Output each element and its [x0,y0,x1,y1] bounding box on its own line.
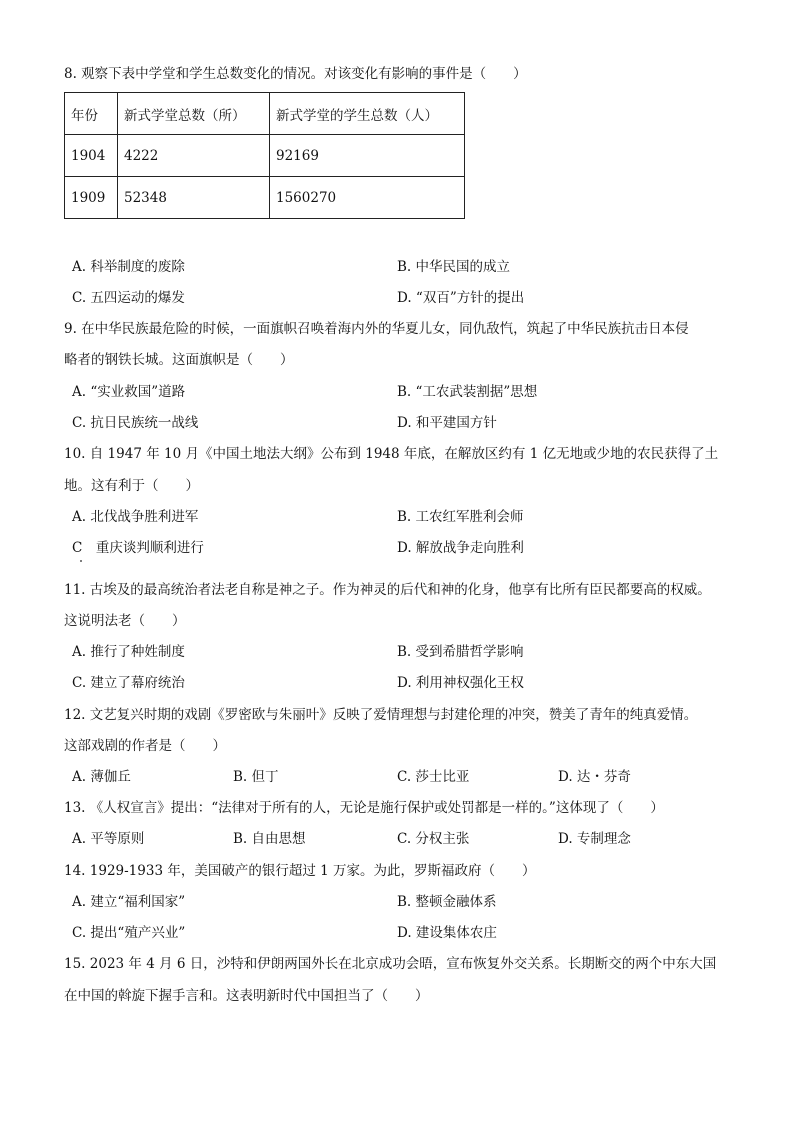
q9-option-c: C. 抗日民族统一战线 [72,415,199,431]
q11-option-b: B. 受到希腊哲学影响 [397,644,524,660]
q10-option-a: A. 北伐战争胜利进军 [72,509,199,525]
table-cell: 4222 [118,135,270,177]
q8-option-d: D. “双百”方针的提出 [397,290,525,306]
q13-stem: 13. 《人权宣言》提出：“法律对于所有的人，无论是施行保护或处罚都是一样的。”这体现了（ ） [64,800,664,816]
q11-option-c: C. 建立了幕府统治 [72,675,185,691]
table-cell: 1909 [65,177,118,219]
q13-option-d: D. 专制理念 [558,831,631,847]
q8-option-b: B. 中华民国的成立 [397,259,511,275]
q9-stem-line-2: 略者的钢铁长城。这面旗帜是（ ） [64,352,294,368]
q10-stem-line-1: 10. 自 1947 年 10 月《中国土地法大纲》公布到 1948 年底，在解放区约有 1 亿无地或少地的农民获得了土 [64,446,719,462]
q8-stem: 8. 观察下表中学堂和学生总数变化的情况。对该变化有影响的事件是（ ） [64,66,527,82]
q14-option-d: D. 建设集体农庄 [397,925,497,941]
table-cell: 1904 [65,135,118,177]
q9-stem-line-1: 9. 在中华民族最危险的时候，一面旗帜召唤着海内外的华夏儿女，同仇敌忾，筑起了中华民族抗击日本侵 [64,321,689,337]
q11-stem-line-1: 11. 古埃及的最高统治者法老自称是神之子。作为神灵的后代和神的化身，他享有比所有臣民都要高的权威。 [64,582,711,598]
q8-option-c: C. 五四运动的爆发 [72,290,185,306]
table-cell: 52348 [118,177,270,219]
q10-option-b: B. 工农红军胜利会师 [397,509,524,525]
q10-option-c: C 重庆谈判顺利进行 [72,540,204,556]
table-cell: 92169 [270,135,465,177]
q15-stem-line-1: 15. 2023 年 4 月 6 日，沙特和伊朗两国外长在北京成功会晤，宣布恢复外交关系。长期断交的两个中东大国 [64,956,717,972]
table-header-row [65,93,465,135]
q12-stem-line-2: 这部戏剧的作者是（ ） [64,738,226,754]
q12-option-c: C. 莎士比亚 [397,769,470,785]
q9-option-a: A. “实业救国”道路 [72,384,186,400]
q9-option-d: D. 和平建国方针 [397,415,497,431]
stray-dot [80,560,82,562]
q13-option-a: A. 平等原则 [72,831,145,847]
q12-option-b: B. 但丁 [233,769,279,785]
table-cell: 1560270 [270,177,465,219]
q11-stem-line-2: 这说明法老（ ） [64,613,186,629]
q8-table [64,92,465,219]
table-header-cell: 新式学堂总数（所） [118,93,270,135]
q8-option-a: A. 科举制度的废除 [72,259,185,275]
table-row [65,135,465,177]
q10-stem-line-2: 地。这有利于（ ） [64,478,199,494]
q12-stem-line-1: 12. 文艺复兴时期的戏剧《罗密欧与朱丽叶》反映了爱情理想与封建伦理的冲突，赞美了青年的纯真爱情。 [64,707,698,723]
table-row [65,177,465,219]
q14-option-b: B. 整顿金融体系 [397,894,497,910]
q9-option-b: B. “工农武装割据”思想 [397,384,538,400]
q13-option-b: B. 自由思想 [233,831,306,847]
q11-option-d: D. 利用神权强化王权 [397,675,524,691]
q11-option-a: A. 推行了种姓制度 [72,644,185,660]
q14-stem: 14. 1929-1933 年，美国破产的银行超过 1 万家。为此，罗斯福政府（ ） [64,863,536,879]
table-header-cell: 新式学堂的学生总数（人） [270,93,465,135]
q14-option-a: A. 建立“福利国家” [72,894,186,910]
q12-option-a: A. 薄伽丘 [72,769,131,785]
q12-option-d: D. 达・芬奇 [558,769,631,785]
table-header-cell: 年份 [65,93,118,135]
q13-option-c: C. 分权主张 [397,831,470,847]
q15-stem-line-2: 在中国的斡旋下握手言和。这表明新时代中国担当了（ ） [64,988,429,1004]
q14-option-c: C. 提出“殖产兴业” [72,925,186,941]
q10-option-d: D. 解放战争走向胜利 [397,540,524,556]
